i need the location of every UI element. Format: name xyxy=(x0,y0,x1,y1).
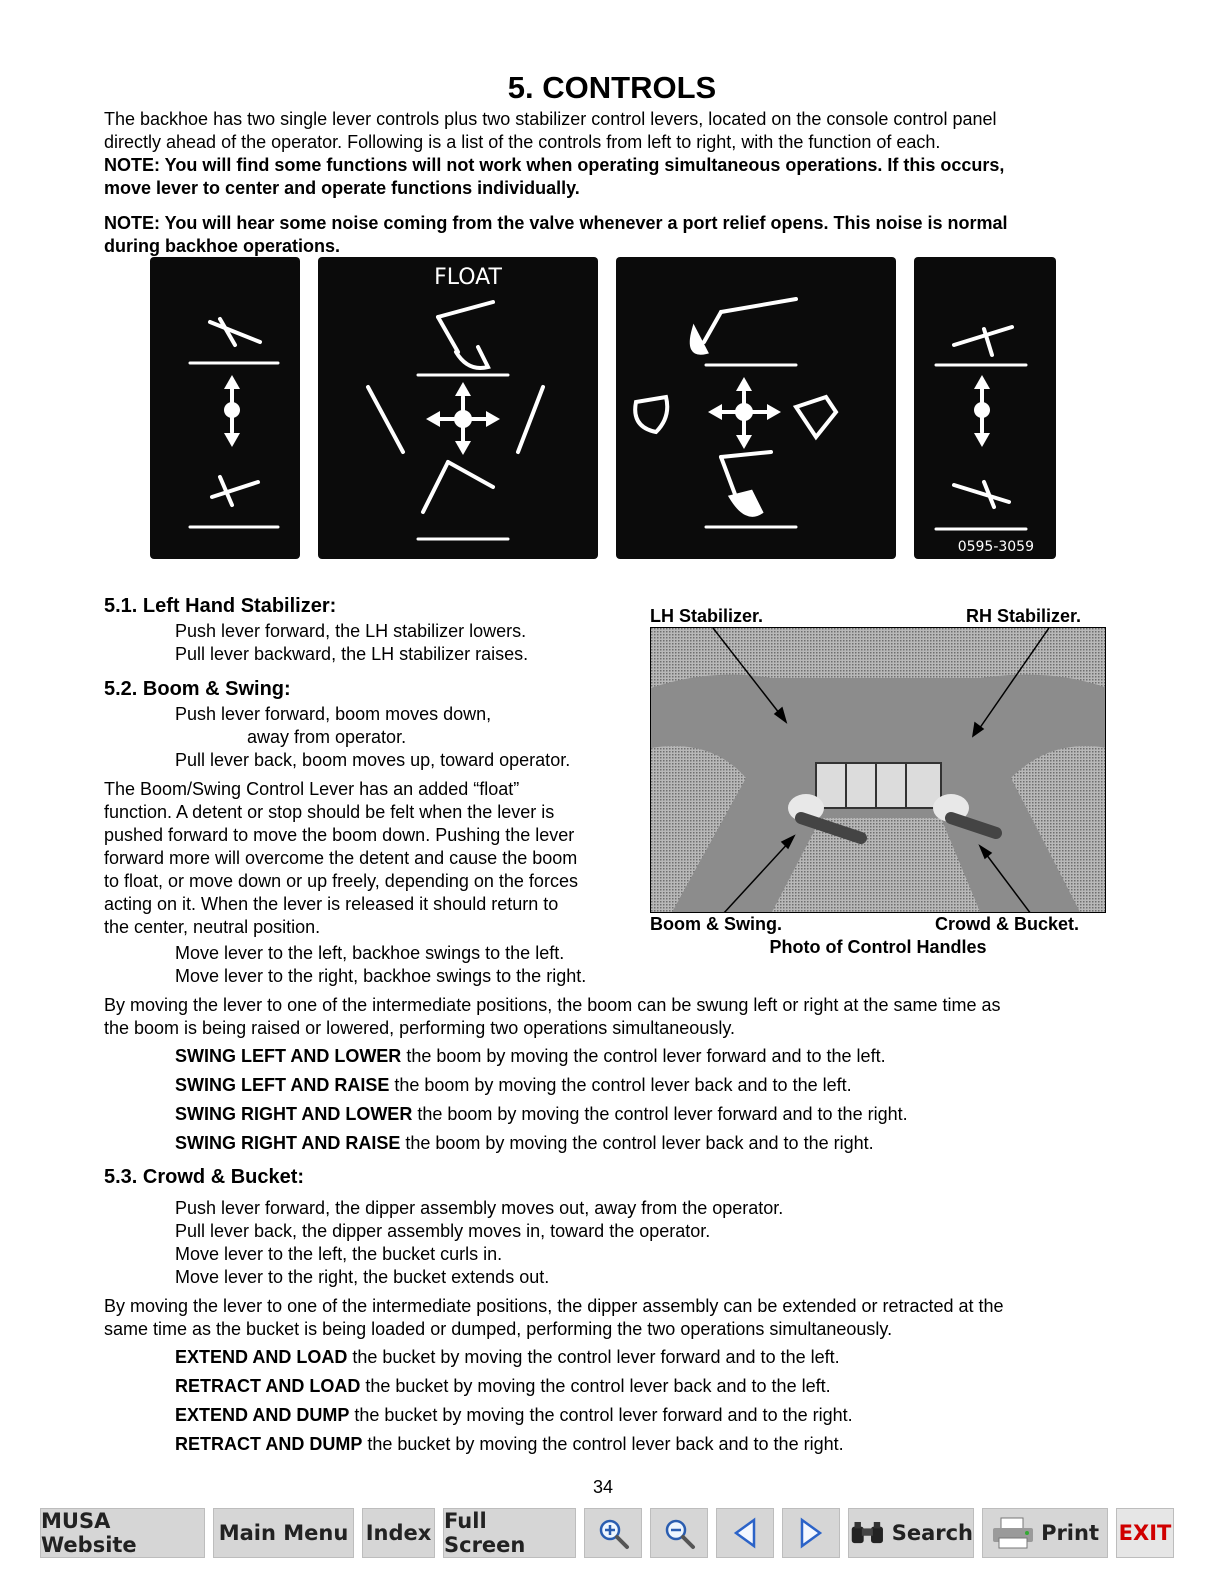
boom-intermediate xyxy=(104,994,1124,1040)
boom-ops xyxy=(175,1045,908,1161)
note-line: during backhoe operations. xyxy=(104,236,341,256)
op-text: the boom by moving the control lever forward and to the left. xyxy=(401,1046,886,1066)
s53-line: Move lever to the left, the bucket curls in. xyxy=(175,1244,503,1264)
float-label: FLOAT xyxy=(434,265,502,290)
float-line: The Boom/Swing Control Lever has an added “float” xyxy=(104,779,520,799)
intro-line: directly ahead of the operator. Following is a list of the controls from left to right, with the function of each. xyxy=(104,132,941,152)
float-paragraph xyxy=(104,778,634,939)
crowd-intermediate xyxy=(104,1295,1124,1341)
float-line: to float, or move down or up freely, depending on the forces xyxy=(104,871,578,891)
op-line xyxy=(175,1404,853,1433)
triangle-right-icon xyxy=(798,1517,824,1549)
navigation-toolbar xyxy=(40,1508,1180,1558)
lh-stabilizer-label: LH Stabilizer. xyxy=(650,606,764,626)
swing-line: Move lever to the left, backhoe swings to the left. xyxy=(175,943,565,963)
previous-page-button[interactable] xyxy=(716,1508,774,1558)
section-heading: 5.2. Boom & Swing: xyxy=(104,678,291,700)
zoom-out-icon xyxy=(662,1516,696,1550)
decal-rh-stabilizer xyxy=(914,257,1056,559)
exit-button[interactable]: EXIT xyxy=(1116,1508,1174,1558)
op-line xyxy=(175,1045,908,1074)
zoom-in-button[interactable] xyxy=(584,1508,642,1558)
op-bold: SWING RIGHT AND RAISE xyxy=(175,1133,401,1153)
note-line: move lever to center and operate functions individually. xyxy=(104,178,580,198)
print-button[interactable] xyxy=(982,1508,1108,1558)
float-line: acting on it. When the lever is released it should return to xyxy=(104,894,559,914)
decal-lh-stabilizer xyxy=(150,257,300,559)
op-text: the boom by moving the control lever forward and to the right. xyxy=(412,1104,908,1124)
index-button[interactable]: Index xyxy=(362,1508,435,1558)
float-line: pushed forward to move the boom down. Pushing the lever xyxy=(104,825,575,845)
op-line xyxy=(175,1433,853,1462)
swing-lines xyxy=(175,942,586,988)
control-handles-photo xyxy=(650,627,1106,913)
op-line xyxy=(175,1103,908,1132)
intro xyxy=(104,108,1124,258)
s51-text xyxy=(175,620,528,666)
page-title: 5. CONTROLS xyxy=(507,70,717,105)
op-text: the bucket by moving the control lever back and to the left. xyxy=(360,1376,831,1396)
intermediate-line: same time as the bucket is being loaded or dumped, performing the two operations simultaneously. xyxy=(104,1319,893,1339)
op-line xyxy=(175,1132,908,1161)
page-number: 34 xyxy=(592,1477,614,1497)
s51-line: Push lever forward, the LH stabilizer lowers. xyxy=(175,621,527,641)
op-bold: SWING LEFT AND RAISE xyxy=(175,1075,390,1095)
float-line: forward more will overcome the detent and cause the boom xyxy=(104,848,578,868)
main-menu-button[interactable]: Main Menu xyxy=(213,1508,354,1558)
swing-line: Move lever to the right, backhoe swings to the right. xyxy=(175,966,587,986)
op-text: the bucket by moving the control lever back and to the right. xyxy=(362,1434,844,1454)
note-line: NOTE: You will hear some noise coming from the valve whenever a port relief opens. This noise is normal xyxy=(104,213,1008,233)
section-heading: 5.1. Left Hand Stabilizer: xyxy=(104,595,337,617)
op-bold: RETRACT AND DUMP xyxy=(175,1434,363,1454)
op-bold: SWING RIGHT AND LOWER xyxy=(175,1104,413,1124)
boom-swing-label: Boom & Swing. xyxy=(650,914,782,934)
binoculars-icon xyxy=(849,1518,886,1548)
print-label: Print xyxy=(1041,1521,1099,1545)
note-line: NOTE: You will find some functions will not work when operating simultaneous operations. If this occurs, xyxy=(104,155,1005,175)
intermediate-line: the boom is being raised or lowered, performing two operations simultaneously. xyxy=(104,1018,735,1038)
section-heading: 5.3. Crowd & Bucket: xyxy=(104,1166,305,1188)
op-text: the boom by moving the control lever back and to the right. xyxy=(400,1133,874,1153)
float-line: the center, neutral position. xyxy=(104,917,321,937)
s53-line: Pull lever back, the dipper assembly moves in, toward the operator. xyxy=(175,1221,711,1241)
s52-line: away from operator. xyxy=(247,727,407,747)
zoom-out-button[interactable] xyxy=(650,1508,708,1558)
op-bold: SWING LEFT AND LOWER xyxy=(175,1046,402,1066)
s53-line: Push lever forward, the dipper assembly moves out, away from the operator. xyxy=(175,1198,784,1218)
s53-line: Move lever to the right, the bucket extends out. xyxy=(175,1267,550,1287)
printer-icon xyxy=(991,1516,1035,1550)
s52-line: Pull lever back, boom moves up, toward operator. xyxy=(175,750,571,770)
op-bold: RETRACT AND LOAD xyxy=(175,1376,361,1396)
musa-website-button[interactable]: MUSA Website xyxy=(40,1508,205,1558)
next-page-button[interactable] xyxy=(782,1508,840,1558)
op-bold: EXTEND AND LOAD xyxy=(175,1347,348,1367)
decal-boom-swing xyxy=(318,257,598,559)
op-text: the bucket by moving the control lever forward and to the left. xyxy=(347,1347,840,1367)
s51-line: Pull lever backward, the LH stabilizer raises. xyxy=(175,644,529,664)
full-screen-button[interactable]: Full Screen xyxy=(443,1508,576,1558)
crowd-bucket-label: Crowd & Bucket. xyxy=(935,914,1080,934)
s53-text xyxy=(175,1197,783,1289)
op-text: the bucket by moving the control lever forward and to the right. xyxy=(349,1405,853,1425)
intermediate-line: By moving the lever to one of the intermediate positions, the boom can be swung left or right at the same time as xyxy=(104,995,1001,1015)
intermediate-line: By moving the lever to one of the intermediate positions, the dipper assembly can be extended or retracted at the xyxy=(104,1296,1004,1316)
float-line: function. A detent or stop should be felt when the lever is xyxy=(104,802,555,822)
photo-caption: Photo of Control Handles xyxy=(769,937,987,957)
search-button[interactable] xyxy=(848,1508,974,1558)
intro-line: The backhoe has two single lever controls plus two stabilizer control levers, located on the console control panel xyxy=(104,109,997,129)
part-number: 0595-3059 xyxy=(957,539,1034,555)
decal-crowd-bucket xyxy=(616,257,896,559)
op-bold: EXTEND AND DUMP xyxy=(175,1405,350,1425)
zoom-in-icon xyxy=(596,1516,630,1550)
op-line xyxy=(175,1346,853,1375)
triangle-left-icon xyxy=(732,1517,758,1549)
crowd-ops xyxy=(175,1346,853,1462)
op-line xyxy=(175,1074,908,1103)
op-text: the boom by moving the control lever back and to the left. xyxy=(389,1075,852,1095)
search-label: Search xyxy=(891,1521,973,1545)
rh-stabilizer-label: RH Stabilizer. xyxy=(966,606,1082,626)
s52-text xyxy=(175,703,570,772)
op-line xyxy=(175,1375,853,1404)
s52-line: Push lever forward, boom moves down, xyxy=(175,704,492,724)
